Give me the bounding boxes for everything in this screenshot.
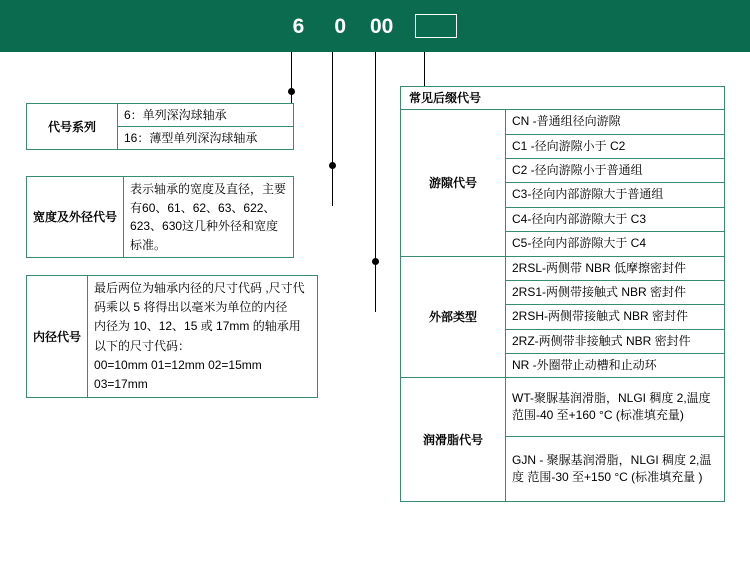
suffix-item: C2 -径向游隙小于普通组 [506,158,725,182]
code-suffix-box [415,14,457,38]
leader-line-bore-stem [375,262,376,312]
bore-label [27,276,88,398]
suffix-item: 2RS1-两侧带接触式 NBR 密封件 [506,280,725,304]
suffix-group-clearance-label: 游隙代号 [401,110,506,256]
suffix-item: C5-径向内部游隙大于 C4 [506,232,725,256]
bore-description-line3: 00=10mm 01=12mm 02=15mm [94,357,262,372]
series-label: 代号系列 [27,104,118,150]
series-code-table [26,103,294,150]
leader-line-width-vertical [332,52,333,164]
table-row [27,177,294,258]
table-row [401,87,725,110]
suffix-item: 2RZ-两侧带非接触式 NBR 密封件 [506,329,725,353]
table-row [27,276,318,398]
series-option-6: 6：单列深沟球轴承 [118,104,294,127]
table-row [401,378,725,437]
code-digit-series: 6 [292,14,305,38]
suffix-group-external-label: 外部类型 [401,256,506,378]
suffix-item: GJN - 聚脲基润滑脂，NLGI 稠度 2,温度 范围-30 至+150 °C (标准填充量 ) [506,437,725,502]
bore-description-line4: 03=17mm [94,376,148,391]
code-digit-bore: 00 [370,14,394,38]
bore-code-table [26,275,318,398]
suffix-item: NR -外圈带止动槽和止动环 [506,354,725,378]
table-row [401,256,725,280]
table-row [401,110,725,134]
bore-description-line2: 内径为 10、12、15 或 17mm 的轴承用以下的尺寸代码： [94,319,301,353]
suffix-item: C4-径向内部游隙大于 C3 [506,207,725,231]
leader-line-suffix-vertical [424,52,425,86]
series-option-16: 16：薄型单列深沟球轴承 [118,127,294,150]
suffix-item: WT-聚脲基润滑脂，NLGI 稠度 2,温度范围-40 至+160 °C (标准填充量) [506,378,725,437]
suffix-item: CN -普通组径向游隙 [506,110,725,134]
table-row [27,104,294,127]
suffix-item: C3-径向内部游隙大于普通组 [506,183,725,207]
suffix-item: C1 -径向游隙小于 C2 [506,134,725,158]
leader-line-bore-vertical [375,52,376,260]
leader-line-width-stem [332,166,333,206]
bore-description-line1: 最后两位为轴承内径的尺寸代码 ,尺寸代码乘以 5 将得出以毫米为单位的内径 [94,281,305,315]
width-outer-diameter-table [26,176,294,258]
suffix-title: 常见后缀代号 [401,87,725,110]
suffix-item: 2RSL-两侧带 NBR 低摩擦密封件 [506,256,725,280]
bore-label-text: 内径代号 [33,329,82,344]
code-digit-width: 0 [334,14,346,38]
leader-line-series-vertical [291,52,292,90]
width-label: 宽度及外径代号 [27,177,124,258]
suffix-group-grease-label: 润滑脂代号 [401,378,506,502]
suffix-item: 2RSH-两侧带接触式 NBR 密封件 [506,305,725,329]
bearing-code-display [0,0,750,52]
bore-description-cell [88,276,318,398]
suffix-code-table [400,86,725,502]
width-description: 表示轴承的宽度及直径，主要有60、61、62、63、622、623、630这几种外径和宽度标准。 [124,177,294,258]
